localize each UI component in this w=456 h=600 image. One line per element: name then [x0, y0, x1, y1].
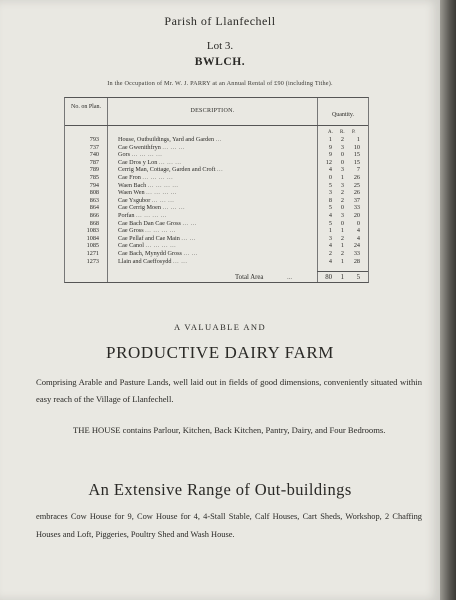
description: [118, 235, 314, 243]
description: [118, 159, 314, 167]
table-row: [65, 242, 368, 250]
roods: 0: [340, 204, 344, 212]
perches: 37: [353, 196, 360, 204]
total-perches: 5: [356, 274, 360, 281]
description: [118, 212, 314, 220]
roods: 2: [340, 196, 344, 204]
paragraph-land: Comprising Arable and Pasture Lands, well laid out in fields of good dimensions, conveniently situated within easy reach of the Village of Llanfechell.: [36, 377, 422, 404]
plan-number: 1083: [86, 227, 99, 235]
perches: 15: [353, 158, 360, 166]
description-text: House, Outbuildings, Yard and Garden: [118, 136, 215, 143]
plan-number: 1273: [86, 257, 99, 265]
plan-number: 785: [89, 173, 99, 181]
perches: 15: [353, 151, 360, 159]
perches: 10: [353, 143, 360, 151]
occupation-line: In the Occupation of Mr. W. J. PARRY at an Annual Rental of £90 (including Tithe).: [107, 80, 333, 87]
table-row: [65, 197, 368, 205]
description-text: Cae Ysgubor: [118, 196, 151, 204]
plan-number: 808: [89, 189, 99, 197]
description: [118, 242, 314, 250]
description-text: Cae Canol: [118, 242, 144, 250]
roods: 3: [340, 143, 344, 151]
acres: 4: [328, 166, 332, 174]
acres: 9: [328, 143, 332, 151]
total-leader-dots: ...: [287, 274, 293, 281]
description: [118, 174, 314, 182]
description-text: Cae Fron: [118, 173, 141, 181]
perches: 4: [356, 234, 360, 242]
table-row: [65, 189, 368, 197]
acres: 5: [328, 204, 332, 212]
description-text: Cae Gwenithfryn: [118, 143, 161, 151]
parish-title: Parish of Llanfechell: [164, 14, 276, 28]
table-row: [65, 151, 368, 159]
table-row: [65, 258, 368, 266]
description-text: Cae Bach, Mynydd Gross: [118, 249, 182, 257]
perches: 28: [353, 257, 360, 265]
acres: 3: [328, 189, 332, 197]
description-text: Cae Cerrig Moen: [118, 204, 161, 212]
leader-dots: ... ... ... ...: [131, 151, 163, 159]
leader-dots: ... ... ... ...: [145, 242, 177, 250]
roods: 1: [340, 257, 344, 265]
leader-dots: ... ... ... ...: [147, 181, 179, 189]
total-row: [65, 274, 368, 282]
roods: 2: [340, 249, 344, 257]
roods: 2: [340, 234, 344, 242]
plan-number: 1084: [86, 234, 99, 242]
column-header-plan-number: No. on Plan.: [71, 104, 101, 110]
description-text: Porfan: [118, 211, 135, 219]
roods: 1: [340, 227, 344, 235]
roods: 0: [340, 158, 344, 166]
acres: 0: [328, 173, 332, 181]
description-text: Cae Bach Dan Cae Gross: [118, 219, 181, 227]
table-row: [65, 136, 368, 144]
acres: 3: [328, 234, 332, 242]
perches: 25: [353, 181, 360, 189]
acres: 4: [328, 211, 332, 219]
roods: 1: [340, 242, 344, 250]
acres: 8: [328, 196, 332, 204]
column-header-quantity: Quantity.: [331, 112, 355, 118]
intro-line: A VALUABLE AND: [173, 322, 267, 332]
plan-number: 863: [89, 196, 99, 204]
plan-number: 1085: [86, 242, 99, 250]
perches: 0: [356, 219, 360, 227]
plan-number: 793: [89, 136, 99, 143]
headline-dairy-farm: PRODUCTIVE DAIRY FARM: [106, 343, 334, 362]
schedule-rows: [65, 136, 368, 265]
perches: 1: [356, 136, 360, 143]
perches: 4: [356, 227, 360, 235]
leader-dots: ... ...: [183, 249, 198, 257]
paragraph-outbuildings: embraces Cow House for 9, Cow House for 4, 4-Stall Stable, Calf Houses, Cart Sheds, Workshop, 2 Chaffing Houses and Loft, Piggeries, Poultry Shed and Wash House.: [36, 512, 422, 539]
leader-dots: ... ...: [181, 234, 196, 242]
headline-outbuildings: An Extensive Range of Out-buildings: [88, 480, 352, 499]
description: [118, 250, 314, 258]
description-text: Waen Bach: [118, 181, 147, 189]
roods: 2: [340, 136, 344, 143]
acres: 9: [328, 151, 332, 159]
leader-dots: ... ... ...: [158, 158, 182, 166]
roods: 0: [340, 151, 344, 159]
description-text: Waen Wen: [118, 189, 145, 197]
total-acres: 80: [325, 274, 332, 281]
acres: 1: [328, 136, 332, 143]
description: [118, 182, 314, 190]
leader-dots: ... ... ... ...: [142, 173, 174, 181]
roods: 0: [340, 219, 344, 227]
description: [118, 136, 314, 144]
leader-dots: ... ... ... ...: [145, 227, 176, 235]
plan-number: 864: [89, 204, 99, 212]
plan-number: 868: [89, 219, 99, 227]
description-text: Cae Gross: [118, 227, 144, 235]
acres: 5: [328, 181, 332, 189]
leader-dots: ...: [215, 136, 222, 143]
leader-dots: ...: [216, 166, 224, 174]
table-row: [65, 220, 368, 228]
roods: 3: [340, 181, 344, 189]
table-row: [65, 212, 368, 220]
perches: 26: [353, 173, 360, 181]
roods: 2: [340, 189, 344, 197]
description: [118, 227, 314, 235]
description: [118, 166, 314, 174]
table-row: [65, 227, 368, 235]
unit-acres: A.: [328, 130, 333, 135]
leader-dots: ... ...: [182, 219, 197, 227]
plan-number: 737: [89, 143, 99, 151]
page-edge: [440, 0, 456, 600]
roods: 3: [340, 166, 344, 174]
description: [118, 151, 314, 159]
column-header-description: DESCRIPTION.: [190, 108, 235, 114]
unit-perches: P.: [352, 130, 356, 135]
perches: 26: [353, 189, 360, 197]
table-row: [65, 159, 368, 167]
perches: 20: [353, 211, 360, 219]
acres: 1: [328, 227, 332, 235]
farm-name: BWLCH.: [194, 56, 246, 68]
leader-dots: ... ... ... ...: [136, 211, 167, 219]
perches: 33: [353, 249, 360, 257]
total-rule: [317, 271, 368, 272]
description: [118, 197, 314, 205]
table-row: [65, 204, 368, 212]
lot-number: Lot 3.: [206, 40, 234, 52]
description: [118, 144, 314, 152]
leader-dots: ... ...: [173, 257, 188, 265]
header-rule: [65, 125, 368, 126]
description-text: Cae Pellaf and Cae Main: [118, 234, 180, 242]
table-row: [65, 166, 368, 174]
table-row: [65, 144, 368, 152]
perches: 33: [353, 204, 360, 212]
perches: 7: [356, 166, 360, 174]
acres: 4: [328, 242, 332, 250]
roods: 1: [340, 173, 344, 181]
total-roods: 1: [340, 274, 344, 281]
roods: 3: [340, 211, 344, 219]
description-text: Cae Dros y Lon: [118, 158, 158, 166]
plan-number: 740: [89, 151, 99, 159]
leader-dots: ... ... ...: [162, 143, 185, 151]
paragraph-house: THE HOUSE contains Parlour, Kitchen, Back Kitchen, Pantry, Dairy, and Four Bedrooms.: [73, 425, 386, 435]
acres: 4: [328, 257, 332, 265]
leader-dots: ... ... ...: [151, 196, 175, 204]
total-label: Total Area: [235, 274, 264, 281]
acres: 12: [325, 158, 332, 166]
table-row: [65, 174, 368, 182]
description-text: Gors: [118, 151, 131, 159]
description: [118, 189, 314, 197]
plan-number: 1271: [86, 249, 99, 257]
description: [118, 258, 314, 266]
leader-dots: ... ... ...: [162, 204, 186, 212]
plan-number: 789: [89, 166, 99, 174]
table-row: [65, 182, 368, 190]
perches: 24: [353, 242, 360, 250]
table-row: [65, 250, 368, 258]
acres: 5: [328, 219, 332, 227]
unit-roods: R.: [340, 130, 345, 135]
plan-number: 787: [89, 158, 99, 166]
plan-number: 794: [89, 181, 99, 189]
description: [118, 220, 314, 228]
acres: 2: [328, 249, 332, 257]
leader-dots: ... ... ... ...: [146, 189, 177, 197]
plan-number: 866: [89, 211, 99, 219]
table-row: [65, 235, 368, 243]
land-schedule-table: [64, 97, 369, 283]
description: [118, 204, 314, 212]
description-text: Cerrig Man, Cottage, Garden and Croft: [118, 166, 216, 174]
description-text: Llain and Caeffosydd: [118, 257, 172, 265]
